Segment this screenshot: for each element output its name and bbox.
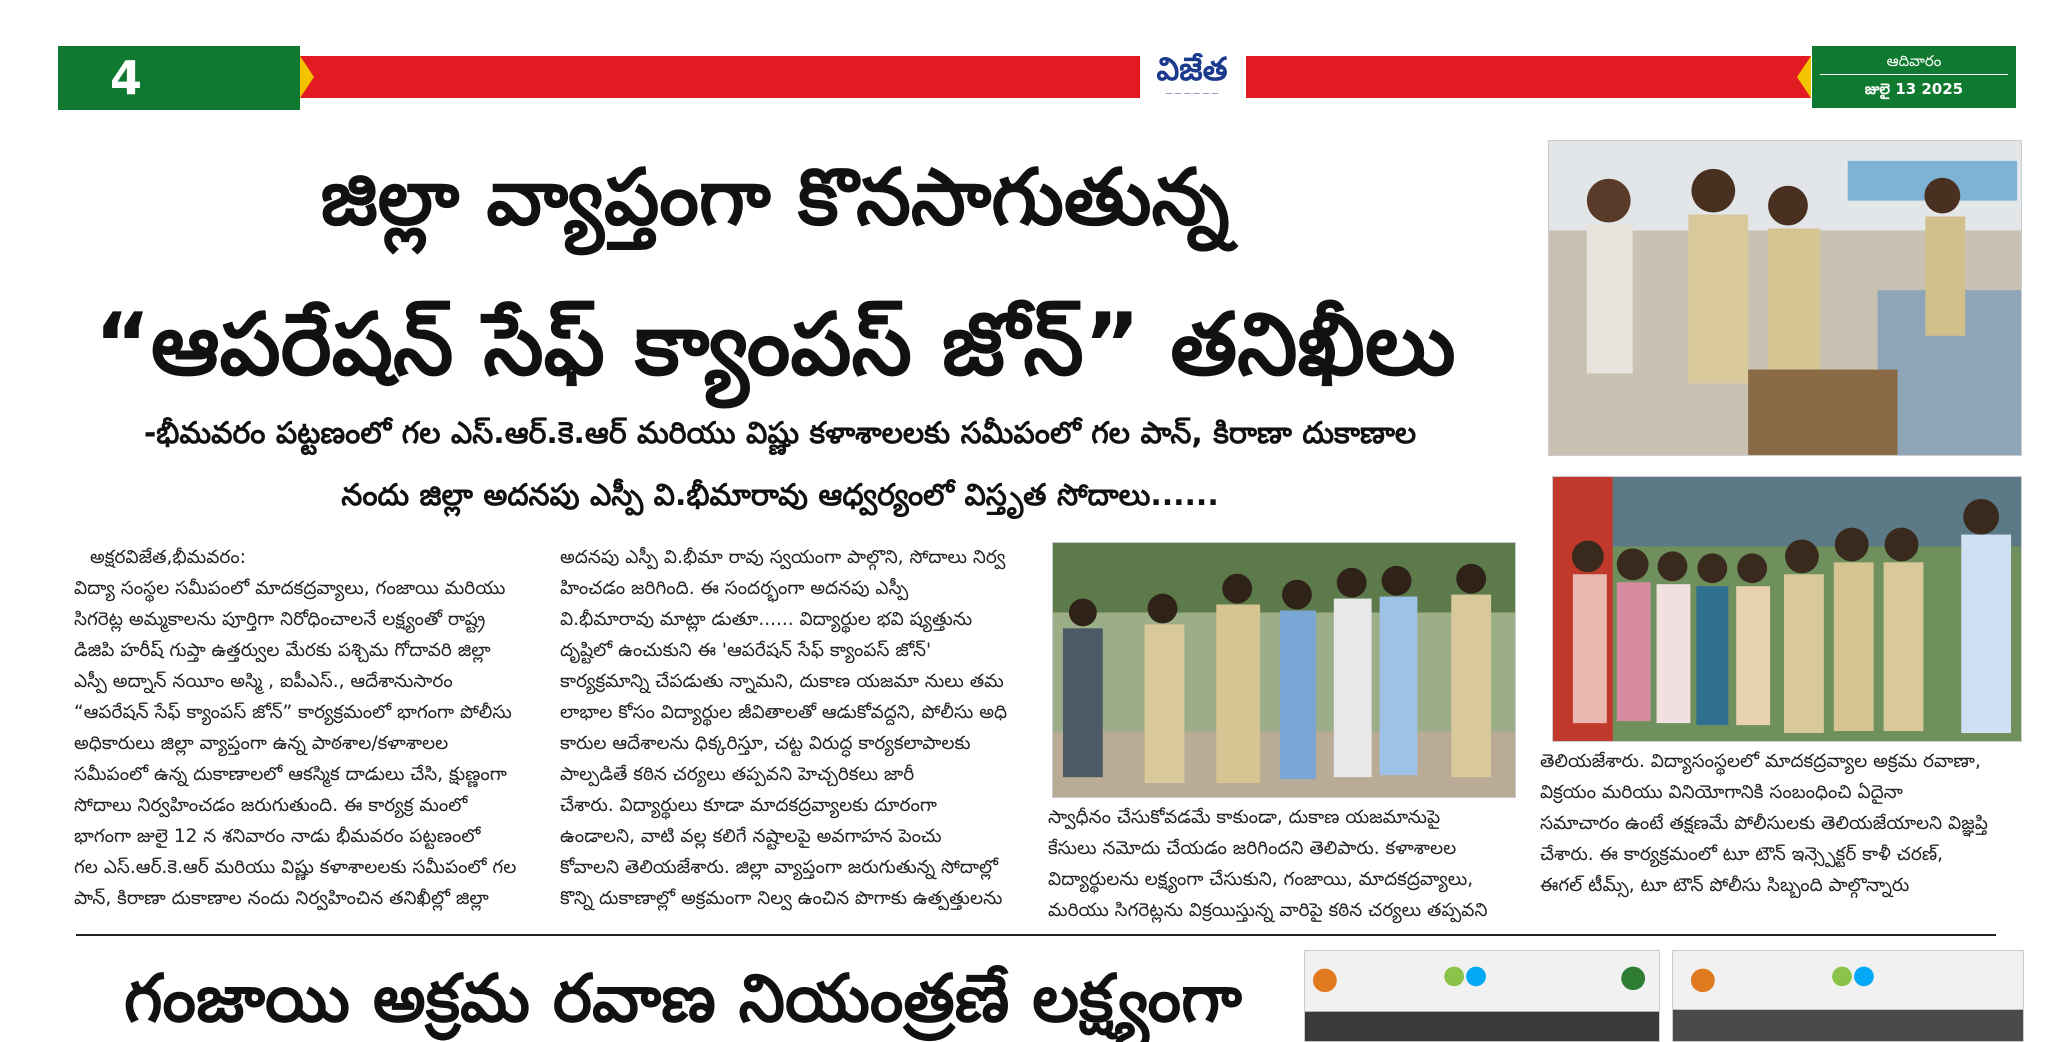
text-line: చేశారు. ఈ కార్యక్రమంలో టూ టౌన్ ఇన్స్పెక్టర్ కాళీ చరణ్, [1540, 844, 1943, 865]
article-column-3 [1048, 802, 1510, 926]
article-column-1 [74, 542, 536, 914]
header-red-band-right [1246, 56, 1811, 98]
header-red-band-left [300, 56, 1140, 98]
article-column-4 [1540, 746, 2010, 901]
subheadline-line-1: -భీమవరం పట్టణంలో గల ఎస్.ఆర్.కె.ఆర్ మరియు విష్ణు కళాశాలలకు సమీపంలో గల పాన్, కిరాణా దుకాణాల [143, 416, 1417, 451]
text-line: పాల్పడితే కఠిన చర్యలు తప్పవని హెచ్చరికలు జారీ [560, 764, 915, 785]
text-line: విద్యా సంస్థల సమీపంలో మాదకద్రవ్యాలు, గంజాయి మరియు [74, 578, 506, 599]
text-line: విక్రయం మరియు వినియోగానికి సంబంధించి ఏదైనా [1540, 782, 1903, 803]
text-line: కార్యక్రమాన్ని చేపడుతు న్నామని, దుకాణ యజమా నులు తమ [560, 671, 1004, 692]
page-number: 4 [58, 46, 300, 110]
text-line: గల ఎస్.ఆర్.కె.ఆర్ మరియు విష్ణు కళాశాలలకు సమీపంలో గల [74, 857, 517, 878]
text-line: కేసులు నమోదు చేయడం జరిగిందని తెలిపారు. కళాశాలల [1048, 838, 1457, 859]
header-date: జులై 13 2025 [1864, 80, 1964, 98]
header-accent-left [300, 56, 314, 98]
text-line: ఈగల్ టీమ్స్, టూ టౌన్ పోలీసు సిబ్బంది పాల్గొన్నారు [1540, 875, 1910, 896]
text-line: ఉండాలని, వాటి వల్ల కలిగే నష్టాలపై అవగాహన పెంచు [560, 826, 942, 847]
photo-meeting-left [1304, 950, 1660, 1042]
masthead-logo [1142, 50, 1242, 106]
text-line: కొన్ని దుకాణాల్లో అక్రమంగా నిల్వ ఉంచిన పొగాకు ఉత్పత్తులను [560, 888, 1003, 909]
photo-meeting-right [1672, 950, 2024, 1042]
article-column-2 [560, 542, 1022, 914]
photo-students-and-police-outdoors [1052, 542, 1516, 798]
text-line: హించడం జరిగింది. ఈ సందర్భంగా అదనపు ఎస్పీ [560, 578, 909, 599]
text-line: అధికారులు జిల్లా వ్యాప్తంగా ఉన్న పాఠశాల/కళాశాలల [74, 733, 449, 754]
masthead-title: విజేత [1156, 50, 1228, 88]
subheadline-line-2: నందు జిల్లా అదనపు ఎస్పీ వి.భీమారావు ఆధ్వర్యంలో విస్తృత సోదాలు...... [341, 478, 1219, 513]
text-line: ఎస్పీ అద్నాన్ నయీం అస్మి , ఐపీఎస్., ఆదేశానుసారం [74, 671, 453, 692]
text-line: స్వాధీనం చేసుకోవడమే కాకుండా, దుకాణ యజమానుపై [1048, 807, 1441, 828]
masthead-tagline: — — — — — — [1165, 89, 1219, 97]
text-line: లాభాల కోసం విద్యార్థుల జీవితాలతో ఆడుకోవద్దని, పోలీసు అధి [560, 702, 1008, 723]
header-accent-right [1797, 56, 1811, 98]
photo-police-inspecting-shop [1548, 140, 2022, 456]
text-line: అదనపు ఎస్పీ వి.భీమా రావు స్వయంగా పాల్గొని, సోదాలు నిర్వ [560, 547, 1006, 568]
text-line: సిగరెట్ల అమ్మకాలను పూర్తిగా నిరోధించాలనే లక్ష్యంతో రాష్ట్ర [74, 609, 486, 630]
text-line: సమీపంలో ఉన్న దుకాణాలలో ఆకస్మిక దాడులు చేసి, క్షుణ్ణంగా [74, 764, 507, 785]
text-line: భాగంగా జులై 12 న శనివారం నాడు భీమవరం పట్టణంలో [74, 826, 481, 847]
text-line: దృష్టిలో ఉంచుకుని ఈ 'ఆపరేషన్ సేఫ్ క్యాంపస్ జోన్' [560, 640, 932, 661]
dateline: అక్షరవిజేత,భీమవరం: [90, 547, 246, 568]
headline-article-2: గంజాయి అక్రమ రవాణ నియంత్రణే లక్ష్యంగా [124, 960, 1242, 1037]
text-line: కోవాలని తెలియజేశారు. జిల్లా వ్యాప్తంగా జరుగుతున్న సోదాల్లో [560, 857, 999, 878]
date-box [1812, 46, 2016, 108]
text-line: చేశారు. విద్యార్థులు కూడా మాదకద్రవ్యాలకు దూరంగా [560, 795, 937, 816]
text-line: తెలియజేశారు. విద్యాసంస్థలలో మాదకద్రవ్యాల అక్రమ రవాణా, [1540, 751, 1981, 772]
photo-police-with-students [1552, 476, 2022, 742]
text-line: డిజిపి హరీష్ గుప్తా ఉత్తర్వుల మేరకు పశ్చిమ గోదావరి జిల్లా [74, 640, 491, 661]
text-line: పాన్, కిరాణా దుకాణాల నందు నిర్వహించిన తనిఖీల్లో జిల్లా [74, 888, 489, 909]
text-line: వి.భీమారావు మాట్లా డుతూ...... విద్యార్థుల భవి ష్యత్తును [560, 609, 973, 630]
headline-line-2: “ఆపరేషన్ సేఫ్ క్యాంపస్ జోన్” తనిఖీలు [94, 295, 1456, 395]
text-line: సోదాలు నిర్వహించడం జరుగుతుంది. ఈ కార్యక్ర మంలో [74, 795, 468, 816]
section-divider [76, 934, 1996, 936]
header-day: ఆదివారం [1886, 52, 1942, 70]
text-line: “ఆపరేషన్ సేఫ్ క్యాంపస్ జోన్” కార్యక్రమంలో భాగంగా పోలీసు [74, 702, 512, 723]
text-line: సమాచారం ఉంటే తక్షణమే పోలీసులకు తెలియజేయాలని విజ్ఞప్తి [1540, 813, 1988, 834]
text-line: కారుల ఆదేశాలను ధిక్కరిస్తూ, చట్ట విరుద్ధ కార్యకలాపాలకు [560, 733, 971, 754]
date-divider [1820, 74, 2008, 75]
headline-line-1: జిల్లా వ్యాప్తంగా కొనసాగుతున్న [320, 153, 1230, 243]
text-line: మరియు సిగరెట్లను విక్రయిస్తున్న వారిపై కఠిన చర్యలు తప్పవని [1048, 900, 1488, 921]
text-line: విద్యార్థులను లక్ష్యంగా చేసుకుని, గంజాయి, మాదకద్రవ్యాలు, [1048, 869, 1474, 890]
